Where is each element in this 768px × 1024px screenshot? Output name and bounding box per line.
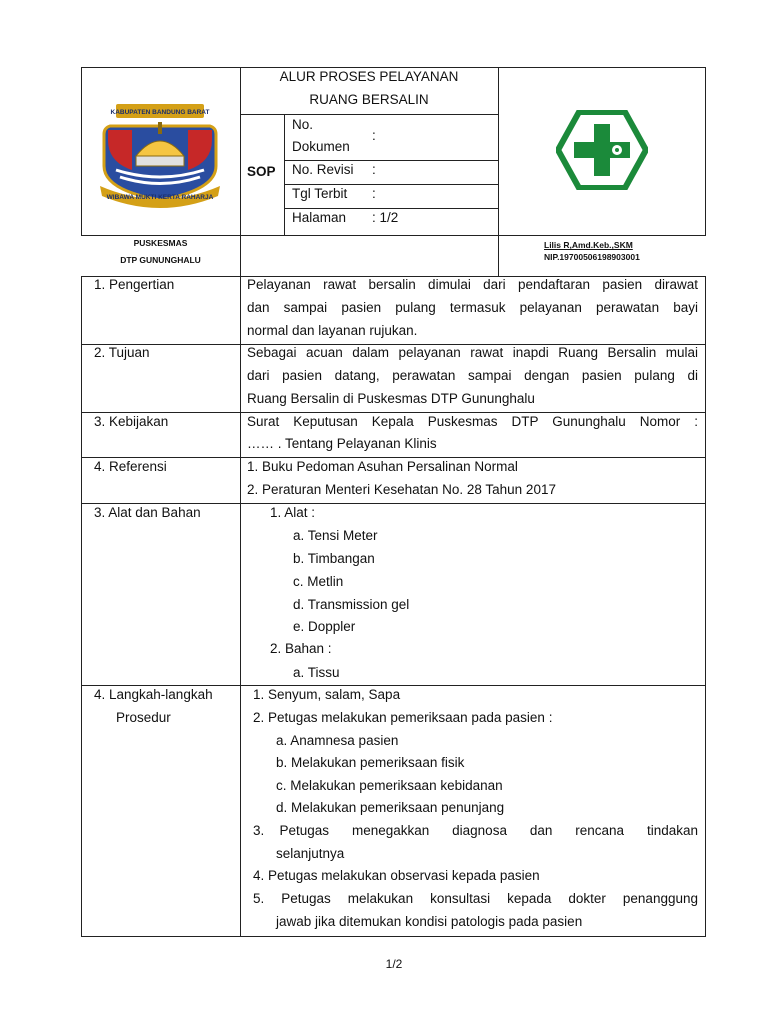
referensi-item-1: 1. Buku Pedoman Asuhan Persalinan Normal <box>247 459 518 474</box>
header-row-divider-1 <box>284 160 498 161</box>
tujuan-line2: dari pasien datang, perawatan sampai dengan pasien pulang di <box>247 368 698 383</box>
referensi-item-2: 2. Peraturan Menteri Kesehatan No. 28 Tahun 2017 <box>247 482 556 497</box>
halaman-value: : 1/2 <box>372 210 399 225</box>
langkah-step-5-line1: 5. Petugas melakukan konsultasi kepada dokter penanggung <box>253 891 698 906</box>
signer-nip: NIP.19700506198903001 <box>544 252 640 262</box>
puskesmas-logo-icon <box>556 110 648 190</box>
langkah-step-2-item: d. Melakukan pemeriksaan penunjang <box>276 800 505 815</box>
tgl-terbit-colon: : <box>372 186 376 201</box>
tujuan-line3: Ruang Bersalin di Puskesmas DTP Gununghalu <box>247 391 535 406</box>
halaman-label: Halaman <box>292 210 347 225</box>
langkah-step-2-item: a. Anamnesa pasien <box>276 733 399 748</box>
langkah-step-3-line2: selanjutnya <box>276 846 345 861</box>
signer-name: Lilis R,Amd.Keb.,SKM <box>544 240 633 250</box>
kebijakan-line2: …… . Tentang Pelayanan Klinis <box>247 436 437 451</box>
alat-heading: 1. Alat : <box>270 505 316 520</box>
bahan-item: a. Tissu <box>293 665 340 680</box>
emblem-motto-text: WIBAWA MUKTI KERTA RAHARJA <box>106 194 214 201</box>
no-dokumen-colon: : <box>372 128 376 143</box>
alat-bahan-label: 3. Alat dan Bahan <box>94 505 201 520</box>
tujuan-label: 2. Tujuan <box>94 345 150 360</box>
kebijakan-label: 3. Kebijakan <box>94 414 169 429</box>
alat-item: c. Metlin <box>293 574 344 589</box>
alat-item: d. Transmission gel <box>293 597 410 612</box>
sop-label: SOP <box>247 164 276 179</box>
kebijakan-line1: Surat Keputusan Kepala Puskesmas DTP Gununghalu Nomor : <box>247 414 698 429</box>
langkah-label-line1: 4. Langkah-langkah <box>94 687 213 702</box>
tujuan-line1: Sebagai acuan dalam pelayanan rawat inapdi Ruang Bersalin mulai <box>247 345 698 360</box>
no-dokumen-label-line1: No. <box>292 117 314 132</box>
kabupaten-emblem-icon <box>96 100 224 210</box>
document-title-line2: RUANG BERSALIN <box>309 92 429 107</box>
bahan-heading: 2. Bahan : <box>270 641 332 656</box>
header-sop-divider <box>284 114 285 236</box>
langkah-step-4: 4. Petugas melakukan observasi kepada pasien <box>253 868 540 883</box>
langkah-step-2-item: c. Melakukan pemeriksaan kebidanan <box>276 778 503 793</box>
header-row-divider-2 <box>284 184 498 185</box>
header-row-divider-3 <box>284 208 498 209</box>
pengertian-line2: dan sampai pasien pulang termasuk pelayanan perawatan bayi <box>247 300 698 315</box>
row-divider-alat <box>81 503 706 504</box>
organization-name-line1: PUSKESMAS <box>133 238 188 248</box>
no-revisi-label: No. Revisi <box>292 162 354 177</box>
header-title-divider <box>240 114 498 115</box>
langkah-step-1: 1. Senyum, salam, Sapa <box>253 687 401 702</box>
langkah-step-2: 2. Petugas melakukan pemeriksaan pada pasien : <box>253 710 553 725</box>
no-dokumen-label-line2: Dokumen <box>292 139 350 154</box>
langkah-step-3-line1: 3. Petugas menegakkan diagnosa dan rencana tindakan <box>253 823 698 838</box>
emblem-top-text: KABUPATEN BANDUNG BARAT <box>110 109 210 116</box>
pengertian-label: 1. Pengertian <box>94 277 175 292</box>
langkah-step-2-item: b. Melakukan pemeriksaan fisik <box>276 755 465 770</box>
header-divider-right <box>498 67 499 276</box>
alat-item: b. Timbangan <box>293 551 375 566</box>
langkah-label-line2: Prosedur <box>116 710 171 725</box>
pengertian-line3: normal dan layanan rujukan. <box>247 323 418 338</box>
document-title-line1: ALUR PROSES PELAYANAN <box>279 69 459 84</box>
referensi-label: 4. Referensi <box>94 459 167 474</box>
alat-item: a. Tensi Meter <box>293 528 378 543</box>
langkah-step-5-line2: jawab jika ditemukan kondisi patologis pada pasien <box>276 914 583 929</box>
no-revisi-colon: : <box>372 162 376 177</box>
row-divider-kebijakan <box>81 412 706 413</box>
body-column-divider <box>240 276 241 937</box>
organization-name-line2: DTP GUNUNGHALU <box>120 255 201 265</box>
tgl-terbit-label: Tgl Terbit <box>292 186 348 201</box>
alat-item: e. Doppler <box>293 619 356 634</box>
row-divider-referensi <box>81 457 706 458</box>
page-number: 1/2 <box>385 957 403 971</box>
pengertian-line1: Pelayanan rawat bersalin dimulai dari pendaftaran pasien dirawat <box>247 277 698 292</box>
row-divider-langkah <box>81 685 706 686</box>
